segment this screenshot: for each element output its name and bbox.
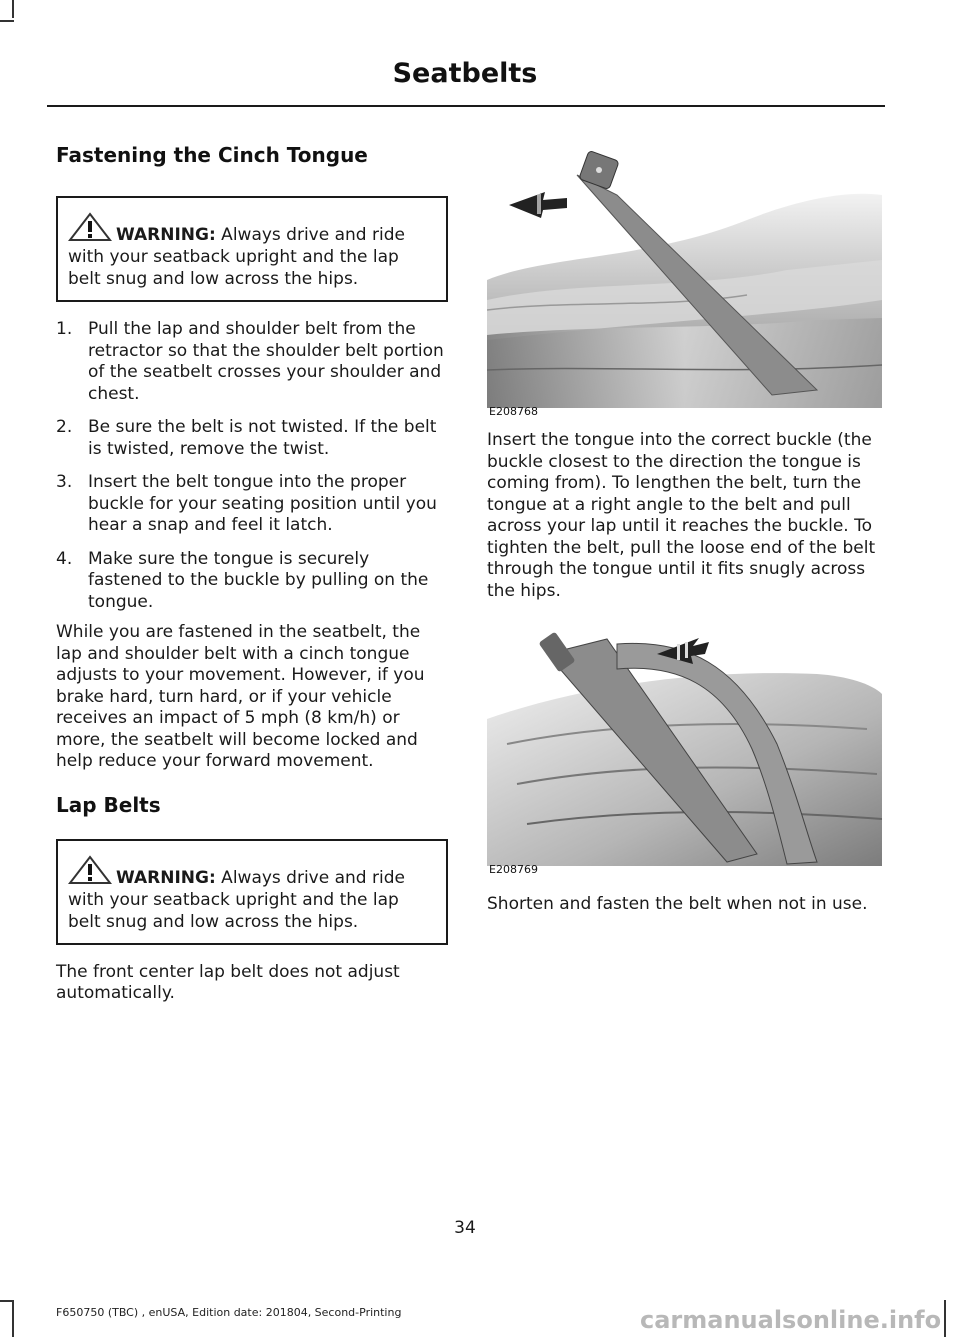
figure-shorten-belt <box>487 624 882 876</box>
section-heading-lap-belts: Lap Belts <box>56 792 161 817</box>
steps-list <box>56 319 448 613</box>
step-text: Insert the belt tongue into the proper buckle for your seating position until you hear a snap and feel it latch. <box>88 472 437 535</box>
page-number: 34 <box>454 1218 476 1238</box>
watermark: carmanualsonline.info <box>640 1306 942 1334</box>
warning-triangle-icon <box>68 212 112 248</box>
left-column <box>56 143 448 1005</box>
section-heading-cinch-tongue: Fastening the Cinch Tongue <box>56 143 368 167</box>
list-item <box>56 549 448 614</box>
step-text: Be sure the belt is not twisted. If the belt is twisted, remove the twist. <box>88 417 437 459</box>
step-text: Make sure the tongue is securely fastened to the buckle by pulling on the tongue. <box>88 548 429 612</box>
seat-belt-illustration <box>487 150 882 408</box>
list-item <box>56 417 448 460</box>
step-number: 1. <box>56 319 73 339</box>
warning-triangle-icon <box>68 855 112 891</box>
step-number: 4. <box>56 548 73 569</box>
warning-label: WARNING: <box>116 867 216 888</box>
crop-mark <box>0 1300 14 1302</box>
paragraph-shorten-belt: Shorten and fasten the belt when not in use. <box>487 894 868 914</box>
warning-text: Always drive and ride with your seatback upright and the lap belt snug and low across the hips. <box>68 225 405 289</box>
step-number: 3. <box>56 472 73 492</box>
crop-mark <box>12 1300 14 1337</box>
warning-text: Always drive and ride with your seatback upright and the lap belt snug and low across the hips. <box>68 867 405 932</box>
page-title: Seatbelts <box>392 58 538 89</box>
right-column <box>487 150 882 916</box>
paragraph-lap-belts: The front center lap belt does not adjust automatically. <box>56 961 400 1003</box>
figure-code: E208768 <box>489 405 538 418</box>
figure-code: E208769 <box>489 863 538 876</box>
paragraph-cinch-tongue: While you are fastened in the seatbelt, the lap and shoulder belt with a cinch tongue adjusts to your movement. However, if you brake hard, turn hard, or if your vehicle receives an impact of 5 mph (8 km/h) or more, the seatbelt will become locked and help reduce your forward movement. <box>56 622 425 771</box>
step-number: 2. <box>56 417 73 437</box>
warning-label: WARNING: <box>116 225 216 245</box>
list-item <box>56 319 448 405</box>
crop-mark <box>944 1300 946 1337</box>
figure-cinch-tongue <box>487 150 882 418</box>
step-text: Pull the lap and shoulder belt from the retractor so that the shoulder belt portion of the seatbelt crosses your shoulder and chest. <box>88 319 444 404</box>
crop-mark <box>0 20 14 22</box>
header-rule <box>47 105 885 107</box>
warning-box <box>56 839 448 945</box>
edition-footer: F650750 (TBC) , enUSA, Edition date: 201804, Second-Printing <box>56 1306 402 1319</box>
list-item <box>56 472 448 537</box>
crop-mark <box>12 0 14 18</box>
seat-belt-illustration <box>487 624 882 866</box>
paragraph-insert-tongue: Insert the tongue into the correct buckle (the buckle closest to the direction the tongue is coming from). To lengthen the belt, turn the tongue at a right angle to the belt and pull across your lap until it reaches the buckle. To tighten the belt, pull the loose end of the belt through the tongue until it fits snugly across the hips. <box>487 430 876 601</box>
warning-box <box>56 196 448 302</box>
